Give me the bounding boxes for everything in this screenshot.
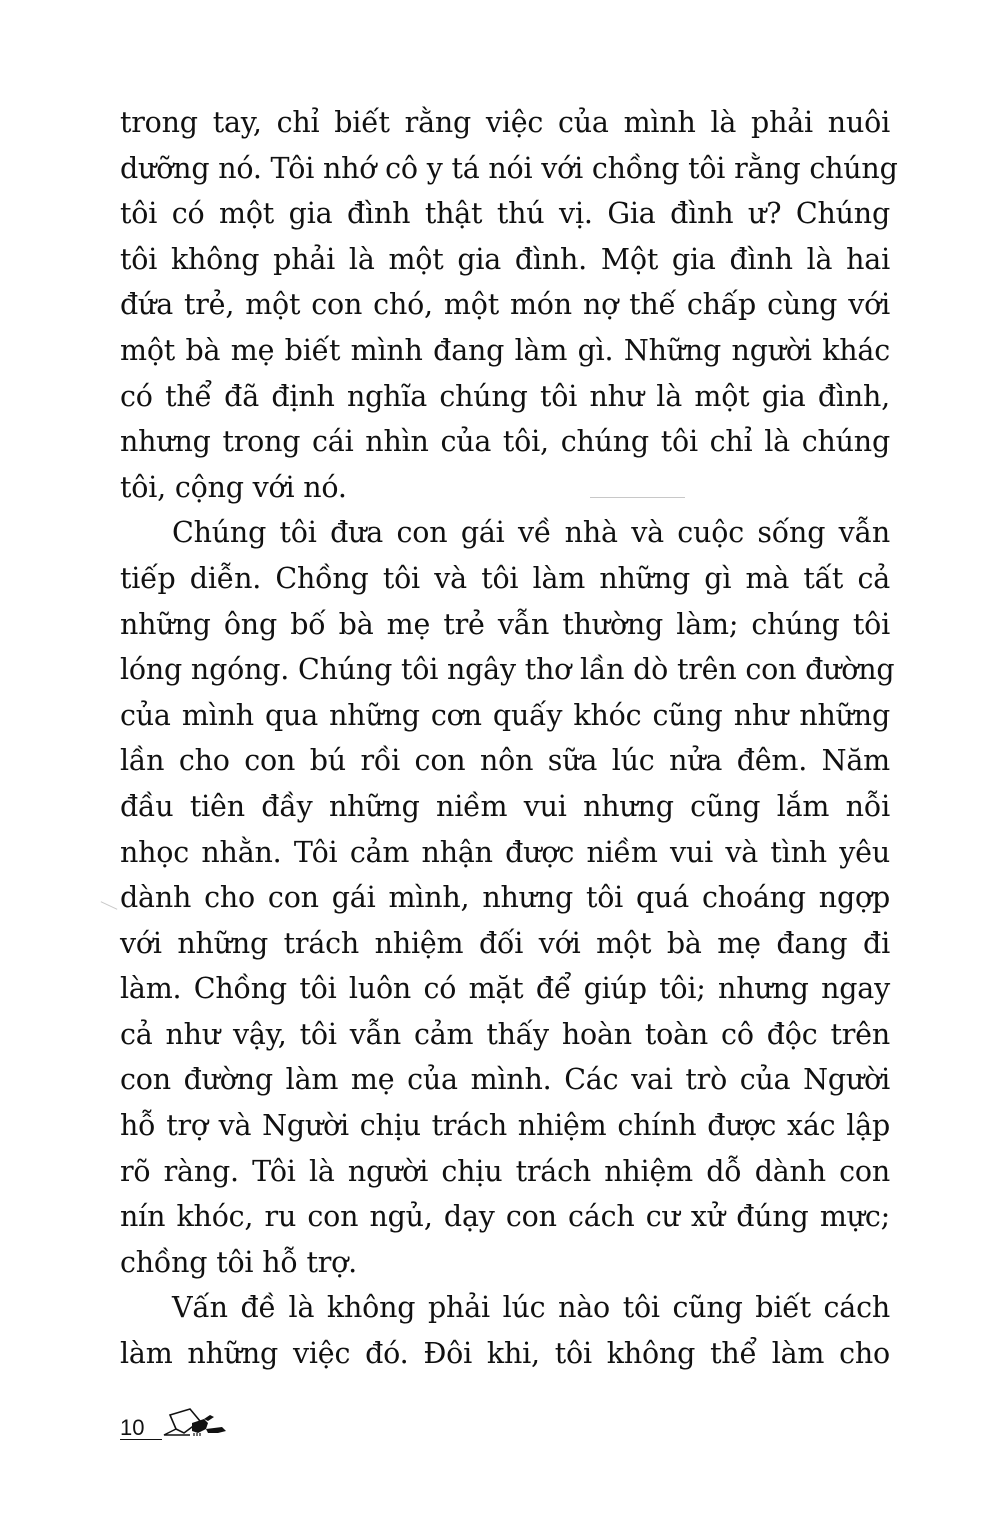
text-line: nín khóc, ru con ngủ, dạy con cách cư xử đúng mực; — [120, 1200, 890, 1234]
text-line: của mình qua những cơn quấy khóc cũng như những — [120, 698, 890, 732]
text-line: cả như vậy, tôi vẫn cảm thấy hoàn toàn cô độc trên — [120, 1017, 890, 1051]
text-line: đầu tiên đầy những niềm vui nhưng cũng lắm nỗi — [120, 789, 890, 823]
text-line: trong tay, chỉ biết rằng việc của mình là phải nuôi — [120, 106, 890, 139]
text-line: có thể đã định nghĩa chúng tôi như là một gia đình, — [120, 379, 890, 413]
text-line: rõ ràng. Tôi là người chịu trách nhiệm dỗ dành con — [120, 1154, 890, 1188]
paragraph — [120, 1285, 890, 1376]
text-line: dưỡng nó. Tôi nhớ cô y tá nói với chồng tôi rằng chúng — [120, 151, 898, 185]
text-line: tiếp diễn. Chồng tôi và tôi làm những gì mà tất cả — [120, 561, 890, 595]
text-line: lóng ngóng. Chúng tôi ngây thơ lần dò trên con đường — [120, 653, 895, 687]
text-line: tôi có một gia đình thật thú vị. Gia đình ư? Chúng — [120, 197, 890, 231]
paragraph — [120, 510, 895, 1285]
text-line: nhưng trong cái nhìn của tôi, chúng tôi chỉ là chúng — [120, 425, 890, 459]
text-line: làm những việc đó. Đôi khi, tôi không thể làm cho — [120, 1337, 890, 1371]
text-line: chồng tôi hỗ trợ. — [120, 1245, 357, 1279]
body-text — [120, 100, 898, 1377]
text-line: làm. Chồng tôi luôn có mặt để giúp tôi; nhưng ngay — [120, 972, 890, 1006]
page-footer — [120, 1404, 228, 1444]
text-line: lần cho con bú rồi con nôn sữa lúc nửa đêm. Năm — [120, 744, 890, 778]
reading-figure-ornament-icon — [148, 1405, 228, 1442]
text-line: nhọc nhằn. Tôi cảm nhận được niềm vui và tình yêu — [120, 835, 890, 869]
text-line: tôi, cộng với nó. — [120, 470, 347, 504]
text-line: hỗ trợ và Người chịu trách nhiệm chính được xác lập — [120, 1109, 890, 1143]
scan-artifact — [101, 901, 118, 910]
page-number: 10 — [120, 1417, 162, 1440]
paragraph — [120, 100, 898, 510]
text-line: dành cho con gái mình, nhưng tôi quá choáng ngợp — [120, 881, 890, 915]
text-line: con đường làm mẹ của mình. Các vai trò của Người — [120, 1063, 890, 1097]
scan-artifact — [590, 497, 685, 498]
text-line: Vấn đề là không phải lúc nào tôi cũng biết cách — [172, 1291, 890, 1325]
text-line: Chúng tôi đưa con gái về nhà và cuộc sống vẫn — [172, 516, 890, 550]
text-line: với những trách nhiệm đối với một bà mẹ đang đi — [120, 926, 890, 960]
text-line: những ông bố bà mẹ trẻ vẫn thường làm; chúng tôi — [120, 607, 890, 641]
text-line: đứa trẻ, một con chó, một món nợ thế chấp cùng với — [120, 288, 890, 322]
text-line: tôi không phải là một gia đình. Một gia đình là hai — [120, 242, 890, 276]
text-line: một bà mẹ biết mình đang làm gì. Những người khác — [120, 333, 890, 367]
